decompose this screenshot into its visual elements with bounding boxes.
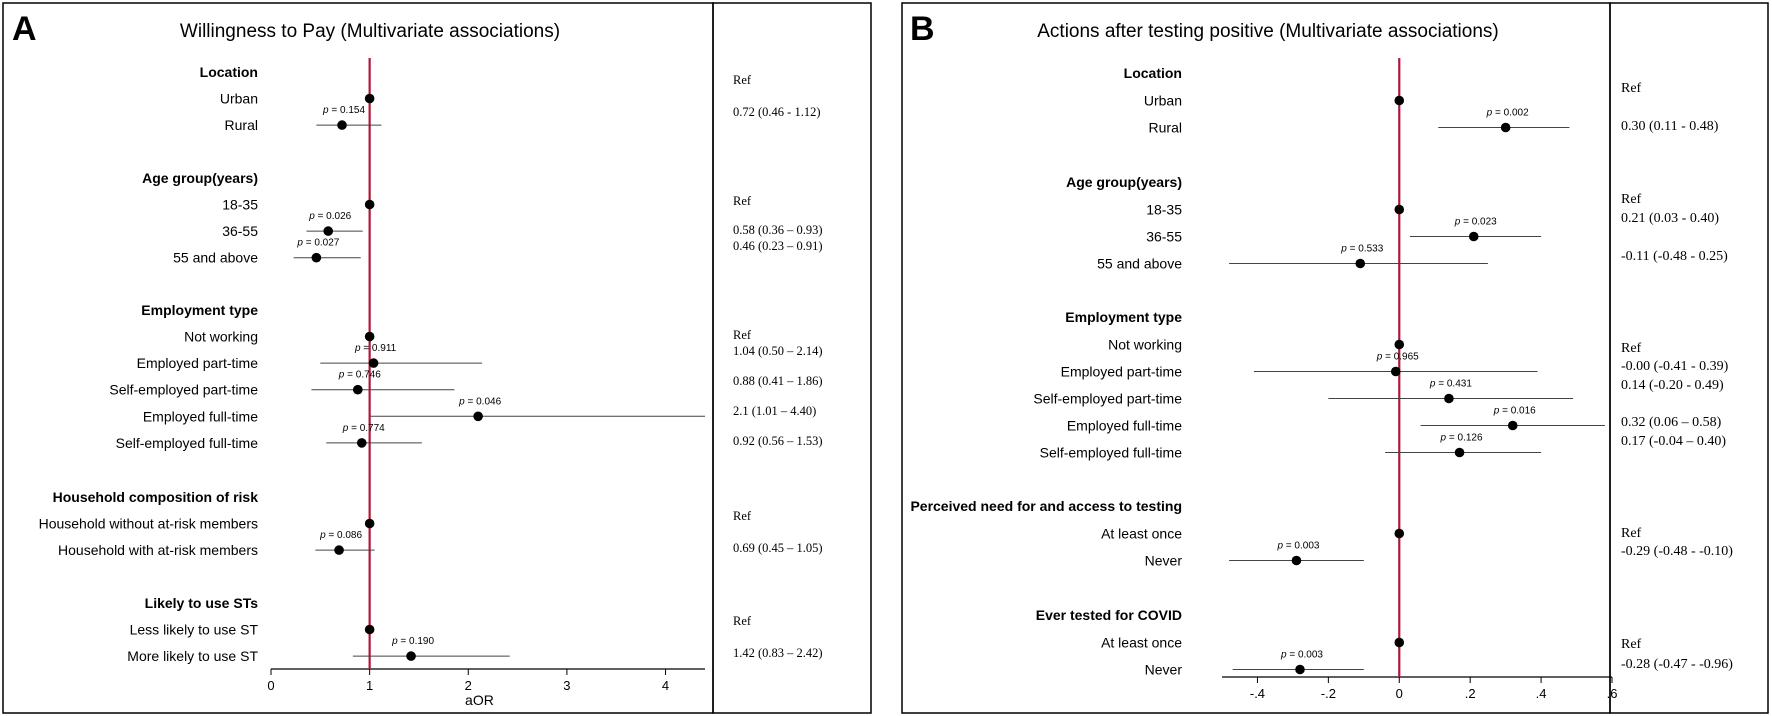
row-label: 55 and above [173, 249, 258, 266]
p-symbol: p [392, 636, 398, 648]
point-estimate [365, 332, 375, 342]
point-estimate [1355, 259, 1365, 269]
point-estimate [1394, 340, 1404, 350]
point-estimate [1394, 529, 1404, 539]
row-label: 18-35 [1146, 201, 1182, 218]
point-estimate [365, 94, 375, 104]
x-axis [1222, 677, 1617, 701]
p-value: = 0.016 [1499, 405, 1536, 417]
group-heading: Ever tested for COVID [1035, 607, 1182, 623]
row-label: 36-55 [1146, 228, 1182, 245]
p-value: = 0.126 [1446, 432, 1483, 444]
estimate-text: Ref [1621, 637, 1642, 652]
row-label: Employed full-time [1066, 417, 1182, 434]
p-value: = 0.533 [1346, 243, 1384, 255]
p-value: = 0.046 [464, 396, 502, 408]
p-value: = 0.746 [344, 369, 381, 381]
row-label: Not working [1108, 336, 1182, 353]
p-value: = 0.003 [1283, 540, 1320, 552]
row-label: Self-employed part-time [1033, 390, 1182, 407]
group-heading: Employment type [1065, 309, 1182, 325]
estimate-text: -0.11 (-0.48 - 0.25) [1621, 249, 1728, 264]
point-estimate [312, 253, 322, 263]
group-heading: Household composition of risk [52, 489, 258, 505]
p-symbol: p [1440, 432, 1447, 444]
p-value: = 0.026 [314, 211, 352, 223]
p-value-label [391, 636, 434, 647]
estimate-text: 1.04 (0.50 – 2.14) [733, 344, 823, 358]
p-value-label [322, 105, 365, 116]
estimate-text: 0.69 (0.45 – 1.05) [733, 541, 823, 555]
point-estimate [1391, 367, 1401, 377]
estimate-text: Ref [733, 194, 752, 208]
x-tick-label: 0 [267, 678, 275, 693]
group-heading: Age group(years) [1066, 174, 1182, 190]
estimate-text: Ref [1621, 341, 1642, 356]
estimate-text: -0.28 (-0.47 - -0.96) [1621, 657, 1733, 672]
row-label: Employed part-time [136, 355, 258, 372]
estimate-text: 2.1 (1.01 – 4.40) [733, 404, 817, 418]
row-label: Household with at-risk members [58, 542, 258, 559]
p-symbol: p [1429, 378, 1436, 390]
x-tick-label: 0 [1395, 686, 1403, 701]
p-symbol: p [342, 422, 349, 434]
group-heading: Likely to use STs [144, 595, 258, 611]
estimate-text: -0.00 (-0.41 - 0.39) [1621, 359, 1729, 374]
x-tick-label: .2 [1464, 686, 1476, 701]
p-symbol: p [1454, 216, 1461, 228]
p-symbol: p [297, 237, 303, 249]
p-value-label [1454, 217, 1497, 228]
estimate-text: 0.72 (0.46 - 1.12) [733, 105, 821, 119]
p-value-label [354, 343, 397, 354]
row-label: Self-employed full-time [115, 434, 258, 451]
p-value-label [1276, 541, 1319, 552]
estimate-text: 0.21 (0.03 - 0.40) [1621, 211, 1719, 226]
point-estimate [1394, 638, 1404, 648]
x-tick-label: 2 [464, 678, 472, 693]
point-estimate [1455, 448, 1465, 458]
row-label: Never [1144, 661, 1182, 678]
group-heading: Age group(years) [142, 170, 258, 186]
p-value: = 0.003 [1286, 649, 1323, 661]
point-estimate [334, 545, 344, 555]
x-tick-label: 3 [563, 678, 571, 693]
row-label: Self-employed full-time [1039, 444, 1182, 461]
p-value-label [1429, 379, 1472, 390]
group-heading: Location [1123, 65, 1182, 81]
estimate-text: Ref [1621, 81, 1642, 96]
row-label: At least once [1101, 634, 1182, 651]
group-heading: Employment type [141, 302, 258, 318]
row-label: Employed full-time [142, 408, 258, 425]
estimate-text: 0.88 (0.41 – 1.86) [733, 374, 823, 388]
point-estimate [406, 651, 416, 661]
p-symbol: p [1486, 107, 1493, 119]
p-value-label [1280, 650, 1323, 661]
p-value: = 0.002 [1492, 107, 1529, 119]
point-estimate [1501, 123, 1511, 133]
estimate-text: Ref [1621, 192, 1642, 207]
point-estimate [1394, 96, 1404, 106]
row-label: Urban [219, 90, 258, 107]
panel-a [3, 3, 871, 713]
row-label: Household without at-risk members [38, 515, 258, 532]
row-label: 18-35 [222, 196, 258, 213]
point-estimate [365, 625, 375, 635]
p-value-label [308, 211, 351, 222]
row-label: 55 and above [1097, 255, 1182, 272]
p-value-label [338, 370, 381, 381]
estimate-column-frame [1610, 3, 1768, 713]
p-symbol: p [459, 396, 465, 408]
point-estimate [353, 385, 363, 395]
estimate-text: 0.32 (0.06 – 0.58) [1621, 415, 1722, 430]
p-symbol: p [1493, 405, 1500, 417]
panel-letter: B [910, 10, 935, 48]
p-symbol: p [323, 105, 329, 117]
estimate-text: Ref [1621, 526, 1642, 541]
x-tick-label: 1 [366, 678, 374, 693]
panel-title: Willingness to Pay (Multivariate associations) [179, 21, 561, 42]
panel-letter: A [12, 10, 37, 48]
point-estimate [1469, 232, 1479, 242]
p-value-label [1486, 108, 1529, 119]
p-value: = 0.774 [348, 422, 385, 434]
p-symbol: p [354, 343, 361, 355]
estimate-text: 1.42 (0.83 – 2.42) [733, 646, 823, 660]
p-value-label [319, 530, 362, 541]
point-estimate [337, 120, 347, 130]
point-estimate [323, 226, 333, 236]
estimate-text: Ref [733, 328, 752, 342]
p-symbol: p [1376, 351, 1383, 363]
estimate-text: 0.92 (0.56 – 1.53) [733, 434, 823, 448]
x-tick-label: .4 [1535, 686, 1547, 701]
estimate-text: 0.30 (0.11 - 0.48) [1621, 119, 1719, 134]
row-label: Less likely to use ST [129, 621, 258, 638]
p-value-label [1376, 352, 1419, 363]
p-value: = 0.431 [1435, 378, 1472, 390]
x-axis [267, 669, 705, 708]
p-value-label [1340, 244, 1383, 255]
row-label: Rural [224, 117, 258, 134]
row-label: Rural [1148, 119, 1182, 136]
estimate-text: 0.17 (-0.04 – 0.40) [1621, 434, 1726, 449]
p-symbol: p [320, 530, 326, 542]
x-tick-label: .6 [1606, 686, 1618, 701]
p-symbol: p [1341, 243, 1347, 255]
p-value: = 0.023 [1460, 216, 1497, 228]
p-symbol: p [1277, 540, 1284, 552]
estimate-text: 0.58 (0.36 – 0.93) [733, 223, 823, 237]
row-label: At least once [1101, 525, 1182, 542]
p-symbol: p [338, 369, 345, 381]
row-label: 36-55 [222, 223, 258, 240]
estimate-text: 0.46 (0.23 – 0.91) [733, 239, 823, 253]
row-label: Self-employed part-time [109, 381, 258, 398]
row-label: Not working [184, 328, 258, 345]
row-label: More likely to use ST [127, 648, 258, 665]
p-value: = 0.027 [302, 237, 340, 249]
estimate-text: Ref [733, 509, 752, 523]
estimate-text: 0.14 (-0.20 - 0.49) [1621, 378, 1724, 393]
group-heading: Location [199, 64, 258, 80]
panel-title: Actions after testing positive (Multivariate associations) [1037, 21, 1499, 42]
estimate-text: -0.29 (-0.48 - -0.10) [1621, 544, 1733, 559]
group-heading: Perceived need for and access to testing [910, 498, 1182, 514]
p-value: = 0.190 [397, 636, 435, 648]
p-symbol: p [1281, 649, 1287, 661]
panel-b [902, 3, 1768, 713]
p-value-label [1440, 433, 1483, 444]
x-tick-label: -.4 [1249, 686, 1266, 701]
p-value: = 0.154 [328, 105, 366, 117]
p-value-label [342, 423, 385, 434]
row-label: Never [1144, 552, 1182, 569]
row-label: Employed part-time [1060, 363, 1182, 380]
p-value: = 0.086 [325, 530, 363, 542]
x-tick-label: 4 [661, 678, 670, 693]
p-value-label [1493, 406, 1536, 417]
point-estimate [1394, 205, 1404, 215]
point-estimate [1444, 394, 1454, 404]
x-tick-label: -.2 [1320, 686, 1336, 701]
point-estimate [365, 519, 375, 529]
estimate-text: Ref [733, 614, 752, 628]
p-value-label [296, 238, 339, 249]
p-symbol: p [309, 211, 315, 223]
estimate-text: Ref [733, 73, 752, 87]
point-estimate [1508, 421, 1518, 431]
p-value-label [458, 396, 501, 407]
point-estimate [1295, 665, 1305, 675]
point-estimate [1292, 556, 1302, 566]
p-value: = 0.965 [1382, 351, 1419, 363]
point-estimate [369, 358, 379, 368]
p-value: = 0.911 [360, 343, 397, 355]
x-axis-title: aOR [465, 692, 494, 708]
point-estimate [365, 200, 375, 210]
point-estimate [473, 412, 483, 422]
row-label: Urban [1143, 92, 1182, 109]
point-estimate [357, 438, 367, 448]
